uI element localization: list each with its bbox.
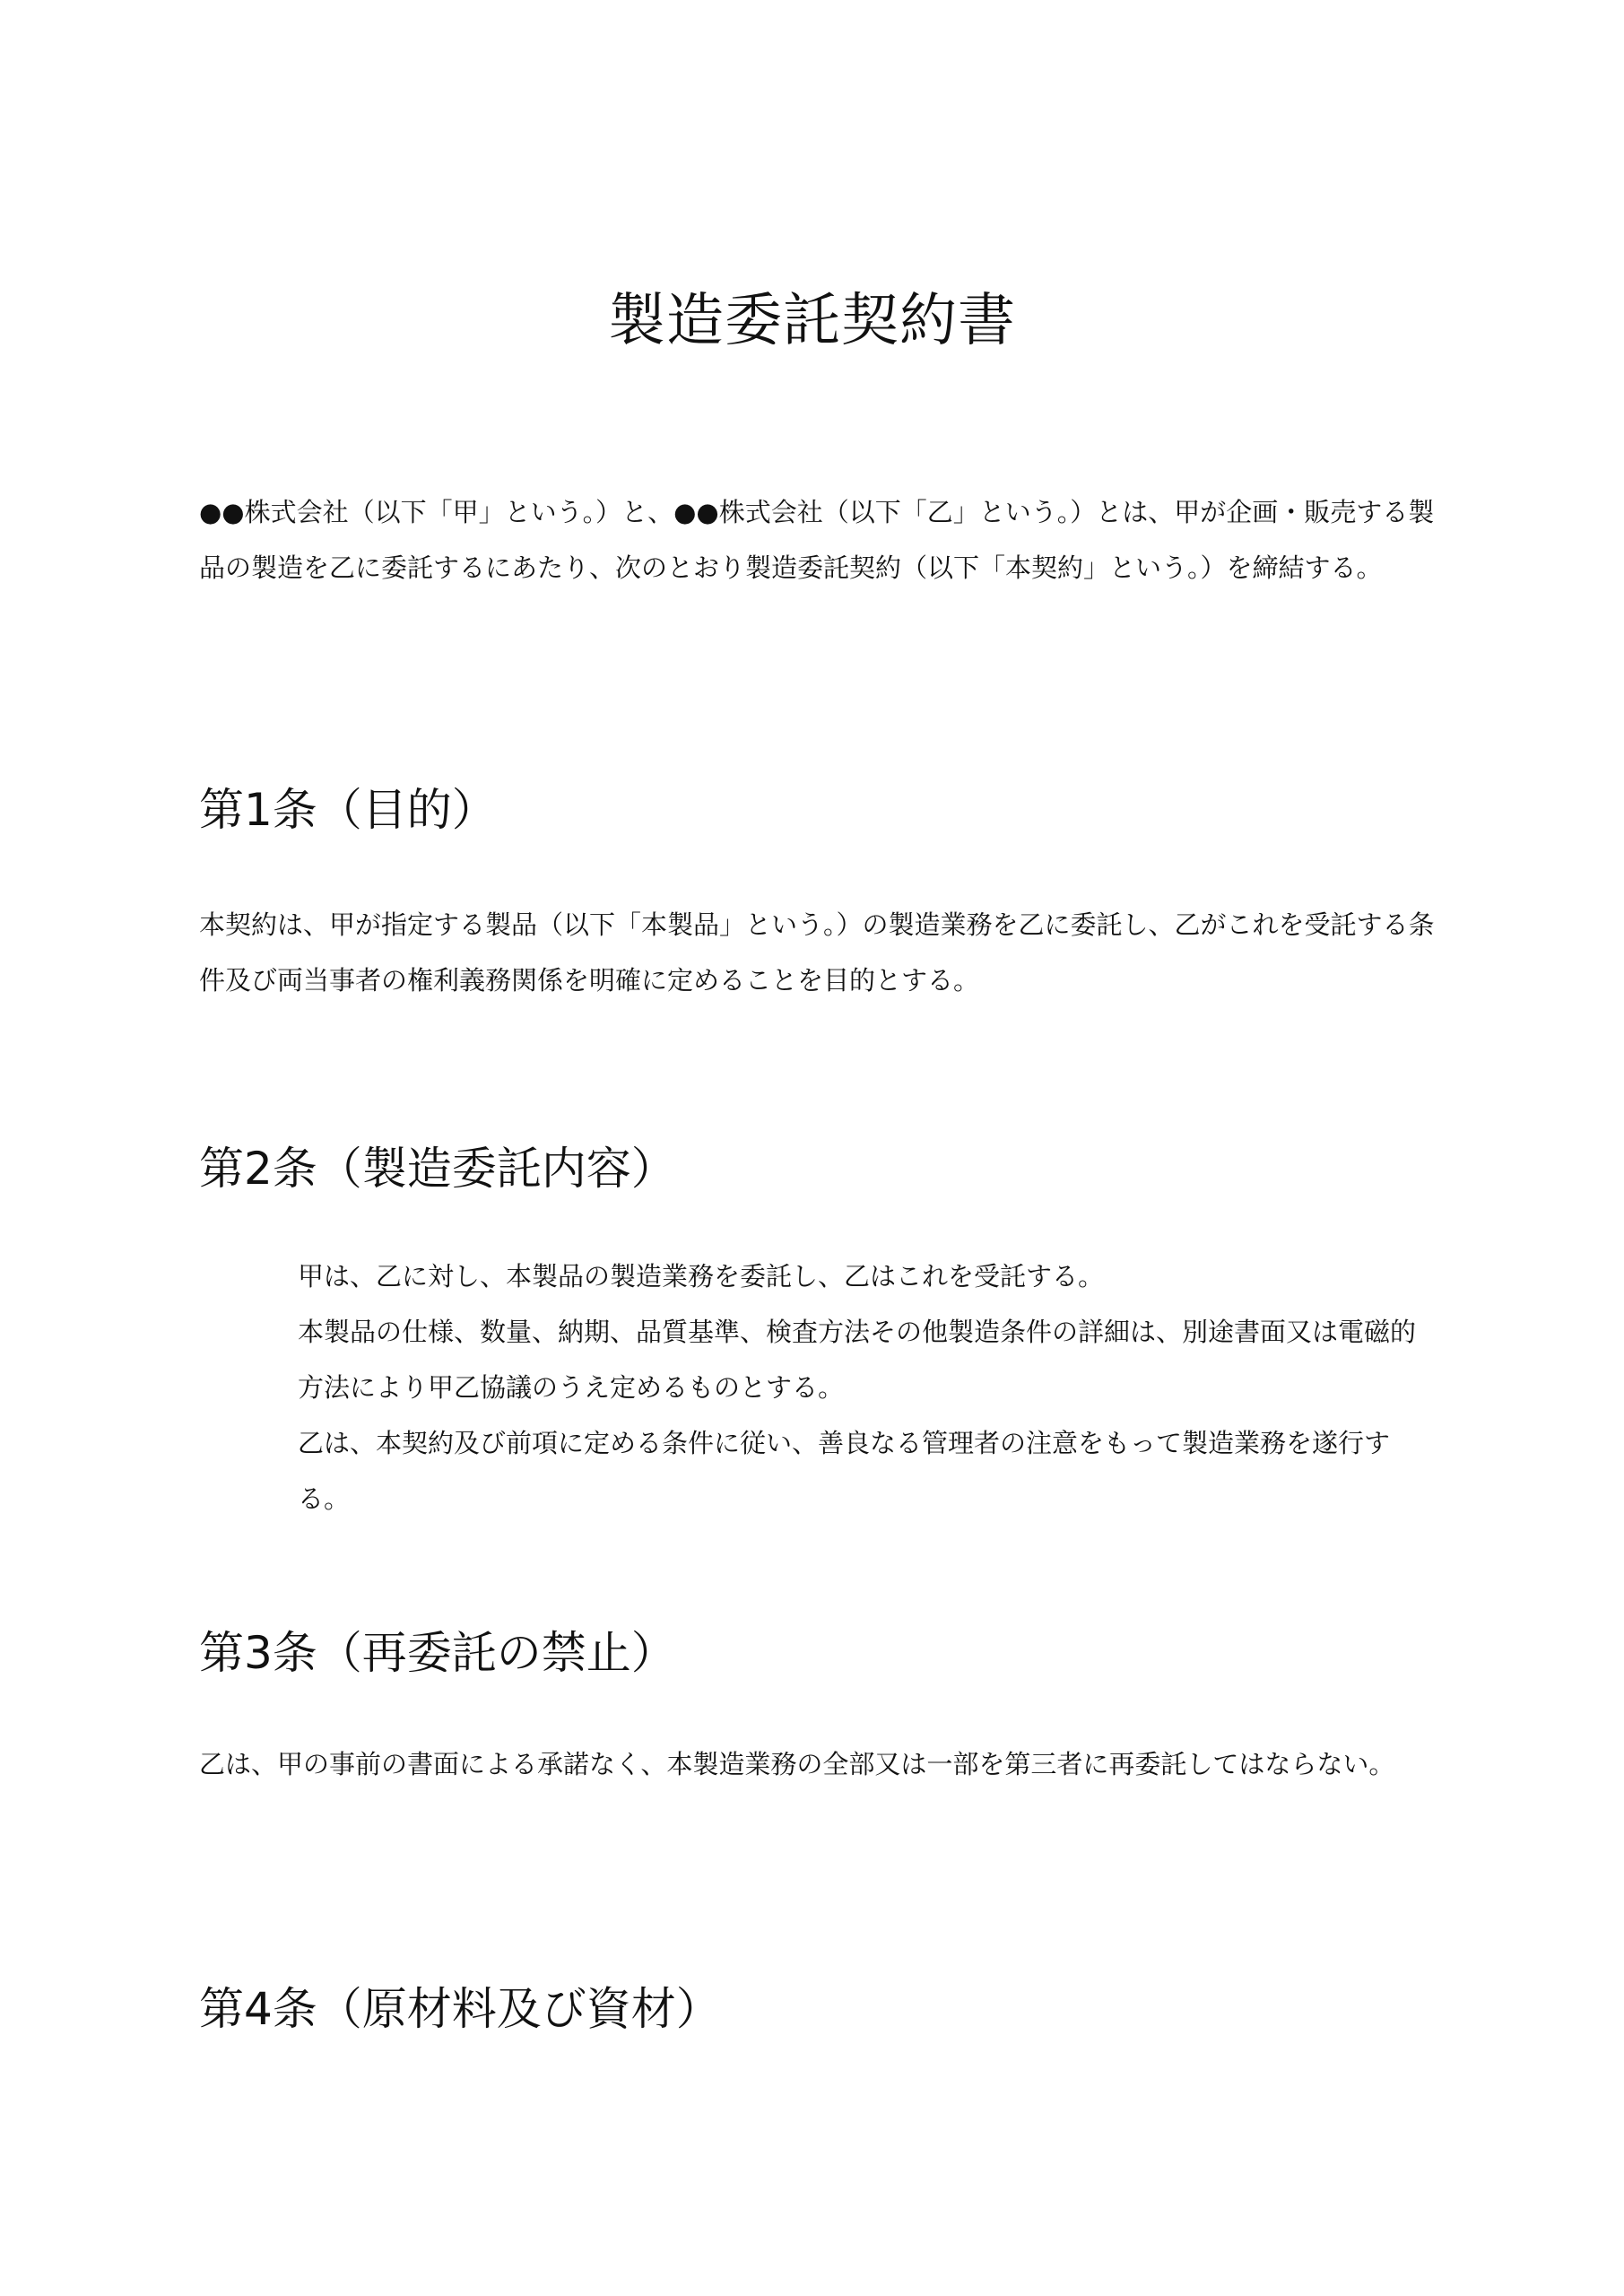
article-2-heading: 第2条（製造委託内容） [199,1143,676,1195]
article-2-list [298,1248,1437,1526]
preamble-paragraph: ●●株式会社（以下「甲」という。）と、●●株式会社（以下「乙」という。）とは、甲が企画・販売する製品の製造を乙に委託するにあたり、次のとおり製造委託契約（以下「本契約」という。）を締結する。 [199,497,1435,583]
article-2-item-1: 甲は、乙に対し、本製品の製造業務を委託し、乙はこれを受託する。 [298,1261,1105,1292]
article-1-heading: 第1条（目的） [199,784,497,836]
article-3-body: 乙は、甲の事前の書面による承諾なく、本製造業務の全部又は一部を第三者に再委託してはならない。 [199,1749,1395,1779]
article-2-item-3: 乙は、本契約及び前項に定める条件に従い、善良なる管理者の注意をもって製造業務を遂行する。 [298,1428,1391,1514]
article-4-heading: 第4条（原材料及び資材） [199,1983,721,2035]
article-1-body: 本契約は、甲が指定する製品（以下「本製品」という。）の製造業務を乙に委託し、乙がこれを受託する条件及び両当事者の権利義務関係を明確に定めることを目的とする。 [199,909,1435,996]
document-title: 製造委託契約書 [608,288,1016,354]
article-2-item-2: 本製品の仕様、数量、納期、品質基準、検査方法その他製造条件の詳細は、別途書面又は電磁的方法により甲乙協議のうえ定めるものとする。 [298,1317,1417,1403]
article-3-heading: 第3条（再委託の禁止） [199,1627,676,1679]
